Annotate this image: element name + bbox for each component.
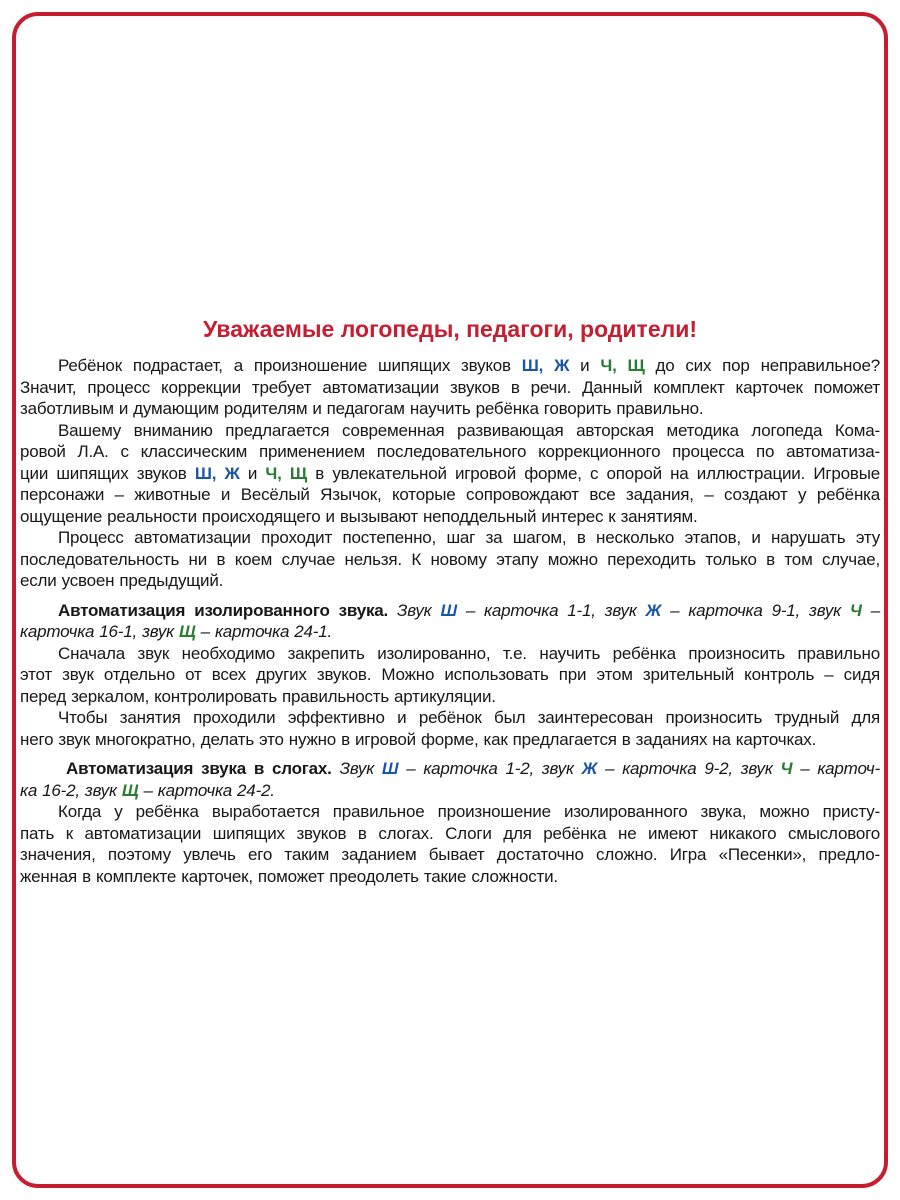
paragraph (20, 758, 880, 801)
text-line (20, 801, 880, 823)
text-line (20, 707, 880, 729)
paragraph (20, 643, 880, 708)
text-run: Вашему вниманию предлагается современная развивающая авторская методика логопеда Кома- (58, 420, 880, 440)
text-run: Процесс автоматизации проходит постепенно, шаг за шагом, в несколько этапов, и нарушать эту (58, 528, 880, 547)
text-line (20, 377, 880, 399)
text-line (20, 570, 880, 592)
text-line (20, 686, 880, 708)
paragraph (20, 527, 880, 592)
text-run: персонажи – животные и Весёлый Язычок, которые сопровождают все задания, – создают у ребёнка (20, 485, 880, 504)
text-line (20, 780, 880, 802)
text-run: – карточ- (792, 759, 880, 778)
text-run: Звук (331, 759, 382, 778)
text-line (20, 823, 880, 845)
text-run: – карточка 24-1. (195, 622, 333, 641)
paragraph (20, 801, 880, 887)
text-line (20, 664, 880, 686)
sound-letter: Ч (849, 600, 862, 620)
text-line (20, 527, 880, 549)
text-run: – карточка 9-2, звук (597, 759, 781, 778)
text-line (20, 420, 880, 442)
sound-letter: Ж (581, 759, 598, 778)
text-run: карточка 16-1, звук (20, 622, 180, 641)
sound-letter: Ж (645, 600, 662, 620)
sound-letter: Ш (440, 600, 457, 620)
text-run: – (861, 600, 880, 620)
text-line (20, 758, 880, 780)
text-run: последовательность ни в коем случае нельзя. К новому этапу можно переходить только в том случае, (20, 549, 880, 569)
paragraphs (20, 355, 880, 887)
sound-letter: Ш (381, 759, 399, 778)
text-run: Значит, процесс коррекции требует автоматизации звуков в речи. Данный комплект карточек поможет (20, 377, 880, 397)
text-run: женная в комплекте карточек, поможет преодолеть такие сложности. (20, 866, 558, 886)
text-run: – карточка 24-2. (138, 780, 275, 800)
text-line (20, 506, 880, 528)
text-line (20, 484, 880, 506)
sound-letter: Ч (780, 759, 793, 778)
text-run: ощущение реальности происходящего и вызывают неподдельный интерес к занятиям. (20, 506, 698, 526)
text-run: – карточка 1-1, звук (456, 600, 646, 620)
text-run: Когда у ребёнка выработается правильное произношение изолированного звука, можно присту- (58, 802, 880, 821)
text-run: Звук (388, 600, 441, 620)
text-run: заботливым и думающим родителям и педагогам научить ребёнка говорить правильно. (20, 399, 704, 418)
text-line (20, 441, 880, 463)
paragraph (20, 600, 880, 643)
text-run: Ребёнок подрастает, а произношение шипящих звуков (58, 356, 522, 375)
sound-letter: Щ (179, 622, 196, 641)
text-run: этот звук отдельно от всех других звуков. Можно использовать при этом зрительный контроль – сидя (20, 665, 880, 684)
text-line (20, 729, 880, 751)
text-line (20, 463, 880, 485)
text-run: него звук многократно, делать это нужно в игровой форме, как предлагается в заданиях на карточках. (20, 729, 817, 749)
text-line (20, 355, 880, 377)
page-content (20, 316, 880, 887)
text-run: пать к автоматизации шипящих звуков в слогах. Слоги для ребёнка не имеют никакого смыслового (20, 823, 880, 843)
text-line (20, 844, 880, 866)
text-run: до сих пор неправильное? (644, 356, 880, 375)
text-line (20, 643, 880, 665)
text-run: – карточка 1-2, звук (398, 759, 582, 778)
text-run: значения, поэтому увлечь его таким заданием бывает достаточно сложно. Игра «Песенки», предло- (20, 845, 880, 864)
text-run: – карточка 9-1, звук (661, 600, 850, 620)
text-run: и (569, 356, 601, 375)
sound-letter: Ш, Ж (521, 356, 570, 375)
text-run: и (239, 463, 266, 483)
text-run: перед зеркалом, контролировать правильность артикуляции. (20, 686, 496, 706)
text-line (20, 549, 880, 571)
text-run: ка 16-2, звук (20, 780, 122, 800)
text-run: в увлекательной игровой форме, с опорой на иллюстрации. Игровые (307, 463, 880, 483)
paragraph (20, 355, 880, 420)
text-run: Автоматизация изолированного звука. (58, 600, 389, 620)
sound-letter: Ш, Ж (194, 463, 240, 483)
text-run: ровой Л.А. с классическим применением последовательного коррекционного процесса по автоматиза- (20, 442, 880, 461)
text-line (20, 866, 880, 888)
text-line (20, 398, 880, 420)
text-line (20, 621, 880, 643)
text-run: если усвоен предыдущий. (20, 571, 224, 590)
sound-letter: Ч, Щ (265, 463, 308, 483)
text-run: Сначала звук необходимо закрепить изолированно, т.е. научить ребёнка произносить правильно (58, 643, 880, 663)
text-run: Автоматизация звука в слогах. (66, 759, 332, 778)
sound-letter: Ч, Щ (600, 356, 645, 375)
text-line (20, 600, 880, 622)
paragraph (20, 707, 880, 750)
text-run: Чтобы занятия проходили эффективно и ребёнок был заинтересован произносить трудный для (58, 708, 880, 727)
text-run: ции шипящих звуков (20, 463, 195, 483)
paragraph (20, 420, 880, 528)
page-title: Уважаемые логопеды, педагоги, родители! (202, 316, 698, 342)
sound-letter: Щ (121, 780, 139, 800)
